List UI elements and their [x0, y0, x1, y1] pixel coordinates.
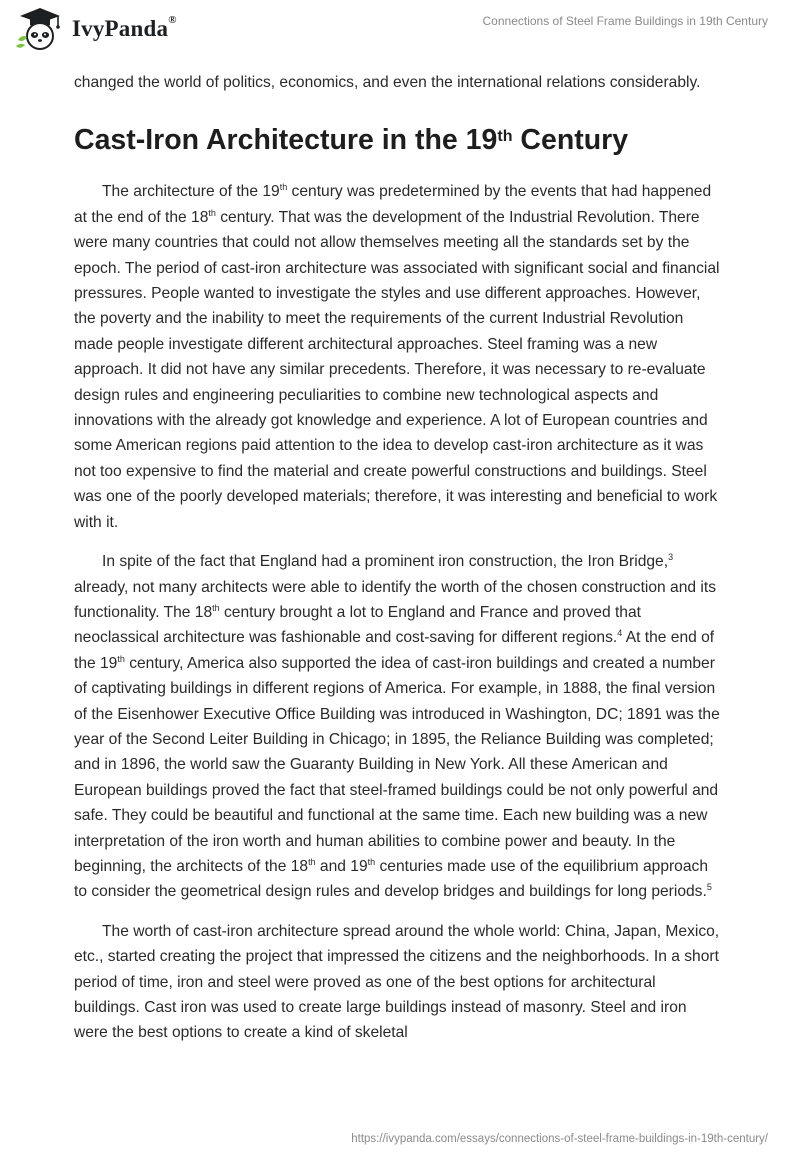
text-run: century was predetermined by the events that had happened at the end of the 18 [74, 183, 712, 226]
superscript: th [208, 207, 216, 218]
superscript: th [212, 602, 220, 613]
superscript: 3 [668, 551, 674, 562]
paragraph [74, 179, 724, 535]
superscript: 4 [617, 628, 623, 639]
text-run: century. That was the development of the Industrial Revolution. There were many countries that could not allow themselves meeting all the standards set by the epoch. The period of cast-iron architecture was associated with significant social and financial pressures. People wanted to investigate the styles and use different approaches. However, the poverty and the inability to meet the requirements of the current Industrial Revolution made people investigate different architectural approaches. Steel framing was a new approach. It did not have any similar precedents. Therefore, it was necessary to re-evaluate design rules and engineering peculiarities to combine new technological aspects and innovations with the already got knowledge and experience. A lot of European countries and some American regions paid attention to the idea to develop cast-iron architecture as it was not too expensive to find the material and create powerful constructions and buildings. Steel was one of the poorly developed materials; therefore, it was interesting and beneficial to work with it. [74, 208, 720, 531]
superscript: th [367, 856, 376, 867]
text-run: century, America also supported the idea of cast-iron buildings and created a number of captivating buildings in different regions of America. For example, in 1888, the final version of the Eisenhower Executive Office Building was introduced in Washington, DC; 1891 was the year of the Second Leiter Building in Chicago; in 1895, the Reliance Building was completed; and in 1896, the world saw the Guaranty Building in New York. All these American and European buildings proved the fact that steel-framed buildings could be not only powerful and safe. They could be beautiful and functional at the same time. Each new building was a new interpretation of the iron worth and human abilities to combine power and beauty. In the beginning, the architects of the 18 [74, 654, 720, 875]
text-run: century brought a lot to England and France and proved that neoclassical architecture was fashionable and cost-saving for different regions. [74, 603, 641, 647]
superscript: th [308, 856, 316, 867]
document-title: Connections of Steel Frame Buildings in 19th Century [482, 14, 768, 28]
text-run: At the end of the 19 [74, 629, 715, 672]
text-run: already, not many architects were able to identify the worth of the chosen construction and its functionality. The 18 [74, 578, 717, 621]
text-run: and 19 [315, 857, 368, 875]
text-run: centuries made use of the equilibrium approach to consider the geometrical design rules and develop bridges and buildings for long periods. [74, 857, 709, 901]
text-run: The architecture of the 19 [102, 183, 280, 201]
paragraph [74, 549, 724, 905]
panda-icon [14, 6, 66, 52]
intro-paragraph-tail: changed the world of politics, economics, and even the international relations considerably. [74, 74, 701, 91]
section-heading: Cast-Iron Architecture in the 19th Century [74, 124, 629, 157]
brand-name: IvyPanda® [72, 14, 177, 41]
source-url[interactable]: https://ivypanda.com/essays/connections-of-steel-frame-buildings-in-19th-century/ [351, 1133, 768, 1145]
essay-body [74, 70, 724, 1046]
page-header [0, 0, 800, 60]
superscript: th [279, 182, 288, 193]
ivypanda-logo[interactable] [14, 6, 177, 52]
superscript: th [117, 653, 125, 664]
paragraph [74, 919, 724, 1046]
text-run: The worth of cast-iron architecture spread around the whole world: China, Japan, Mexico, etc., started creating the project that impressed the citizens and the neighborhoods. In a short period of time, iron and steel were proved as one of the best options for architectural buildings. Cast iron was used to create large buildings instead of masonry. Steel and iron were the best options to create a kind of skeletal [74, 922, 720, 1042]
superscript: 5 [706, 882, 712, 893]
text-run: In spite of the fact that England had a prominent iron construction, the Iron Bridge, [102, 553, 669, 571]
